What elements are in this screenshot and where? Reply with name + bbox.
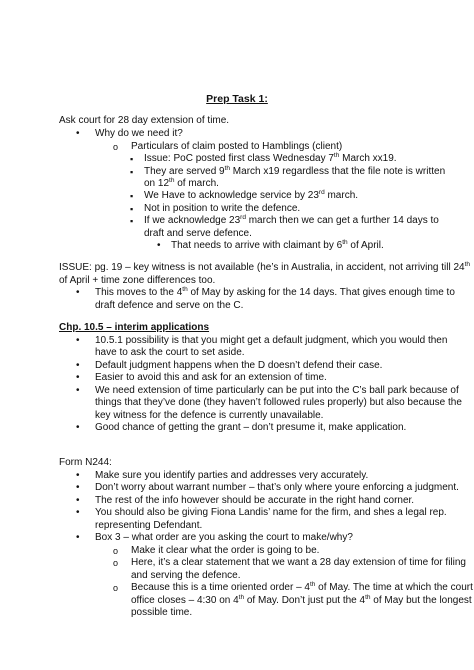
rest-info-text: The rest of the info however should be accurate in the right hand corner. [95,495,415,506]
ordinal-sup: th [365,594,371,601]
issue-witness-text: ISSUE: pg. 19 – key witness is not available (he’s in Australia, in accident, not arriving till 24 [59,262,465,273]
bullet-square: ▪ [130,204,134,214]
issue-witness-line [59,262,470,275]
fiona-landis-cont: representing Defendant. [95,520,203,531]
bullet-dot: • [76,128,80,139]
office-closes-text: office closes – 4:30 on 4 [131,595,239,606]
intro-text: Ask court for 28 day extension of time. [59,115,230,126]
if-acknowledge-text-end: march then we can get a further 14 days to [245,215,439,226]
arrive-text: That needs to arrive with claimant by 6 [171,240,343,251]
default-judgment-text: 10.5.1 possibility is that you might get a default judgment, which you would then [95,335,448,346]
bullet-dot: • [76,335,80,346]
question-text: Why do we need it? [95,128,183,139]
bullet-square: ▪ [130,191,134,201]
clear-statement-text: Here, it’s a clear statement that we want a 28 day extension of time for filing [131,557,466,568]
not-in-position-text: Not in position to write the defence. [144,203,301,214]
served-item [144,166,445,179]
draft-serve-text: draft and serve defence. [144,228,252,239]
bullet-circle: o [113,558,119,568]
ordinal-sup: rd [318,189,325,196]
bullet-square: ▪ [130,216,134,226]
identify-parties-text: Make sure you identify parties and addresses very accurately. [95,470,369,481]
easier-avoid-text: Easier to avoid this and ask for an extension of time. [95,372,327,383]
bullet-circle: o [113,546,119,556]
bullet-dot: • [76,385,80,396]
make-clear-text: Make it clear what the order is going to be. [131,545,320,556]
bullet-dot: • [76,482,80,493]
bullet-square: ▪ [130,167,134,177]
bullet-square: ▪ [130,154,134,164]
bullet-dot: • [76,372,80,383]
ordinal-sup: th [333,152,340,159]
box3-text: Box 3 – what order are you asking the court to make/why? [95,532,353,543]
ordinal-sup: th [224,165,231,172]
office-closes-item [131,595,472,608]
bullet-dot: • [76,532,80,543]
time-oriented-text-end: of May. The time at which the court [315,582,473,593]
ordinal-sup: th [309,581,316,588]
served-text-end: March x19 regardless that the file note is written [230,166,446,177]
sub-item-text: Particulars of claim posted to Hamblings (client) [131,141,343,152]
clear-statement-cont: and serving the defence. [131,570,241,581]
bullet-dot: • [76,470,80,481]
form-heading: Form N244: [59,457,112,468]
bullet-dot: • [76,495,80,506]
ordinal-sup: th [342,239,348,246]
office-closes-mid: of May. Don’t just put the 4 [244,595,366,606]
need-extension-cont2: key witness for the defence is currently unavailable. [95,410,324,421]
default-judgment-cont: have to ask the court to set aside. [95,347,245,358]
possible-time-text: possible time. [131,607,193,618]
if-acknowledge-text: If we acknowledge 23 [144,215,241,226]
time-oriented-text: Because this is a time oriented order – 4 [131,582,310,593]
fiona-landis-text: You should also be giving Fiona Landis’ name for the firm, and shes a legal rep. [95,507,447,518]
moves-text-end: of May by asking for the 14 days. That gives enough time to [187,287,455,298]
need-extension-cont: things that they’ve done (they haven’t followed rules properly) but also because the [95,397,462,408]
if-acknowledge-item [144,215,439,228]
need-extension-text: We need extension of time particularly can be put into the C’s ball park because of [95,385,459,396]
served-text: They are served 9 [144,166,225,177]
issue-witness-cont: of April + time zone differences too. [59,275,216,286]
bullet-circle: o [113,142,119,152]
ordinal-sup: th [182,286,188,293]
good-chance-text: Good chance of getting the grant – don’t presume it, make application. [95,422,407,433]
default-happens-text: Default judgment happens when the D doesn’t defend their case. [95,360,383,371]
issue-item-text-end: March xx19. [339,153,397,164]
bullet-dot: • [76,507,80,518]
moves-item [95,287,455,300]
warrant-number-text: Don’t worry about warrant number – that’s only where youre enforcing a judgment. [95,482,459,493]
served-cont-text: on 12 [144,178,170,189]
ordinal-sup: th [238,594,245,601]
ordinal-sup: th [464,261,471,268]
office-closes-end: of May but the longest [370,595,472,606]
bullet-dot: • [76,360,80,371]
arrive-text-end: of April. [347,240,384,251]
served-item-cont [144,178,219,191]
bullet-dot: • [157,240,161,251]
acknowledge-item [144,190,358,203]
served-cont-end: of march. [174,178,219,189]
ordinal-sup: th [169,177,175,184]
bullet-circle: o [113,583,119,593]
arrive-item [171,240,384,253]
issue-item [144,153,397,166]
acknowledge-text-end: march. [324,190,359,201]
acknowledge-text: We Have to acknowledge service by 23 [144,190,319,201]
moves-text: This moves to the 4 [95,287,183,298]
page-title: Prep Task 1: [206,93,268,105]
bullet-dot: • [76,422,80,433]
time-oriented-item [131,582,473,595]
moves-cont-text: draft defence and serve on the C. [95,300,244,311]
issue-item-text: Issue: PoC posted first class Wednesday 7 [144,153,334,164]
bullet-dot: • [76,287,80,298]
ordinal-sup: rd [240,214,246,221]
chapter-heading: Chp. 10.5 – interim applications [59,322,210,333]
